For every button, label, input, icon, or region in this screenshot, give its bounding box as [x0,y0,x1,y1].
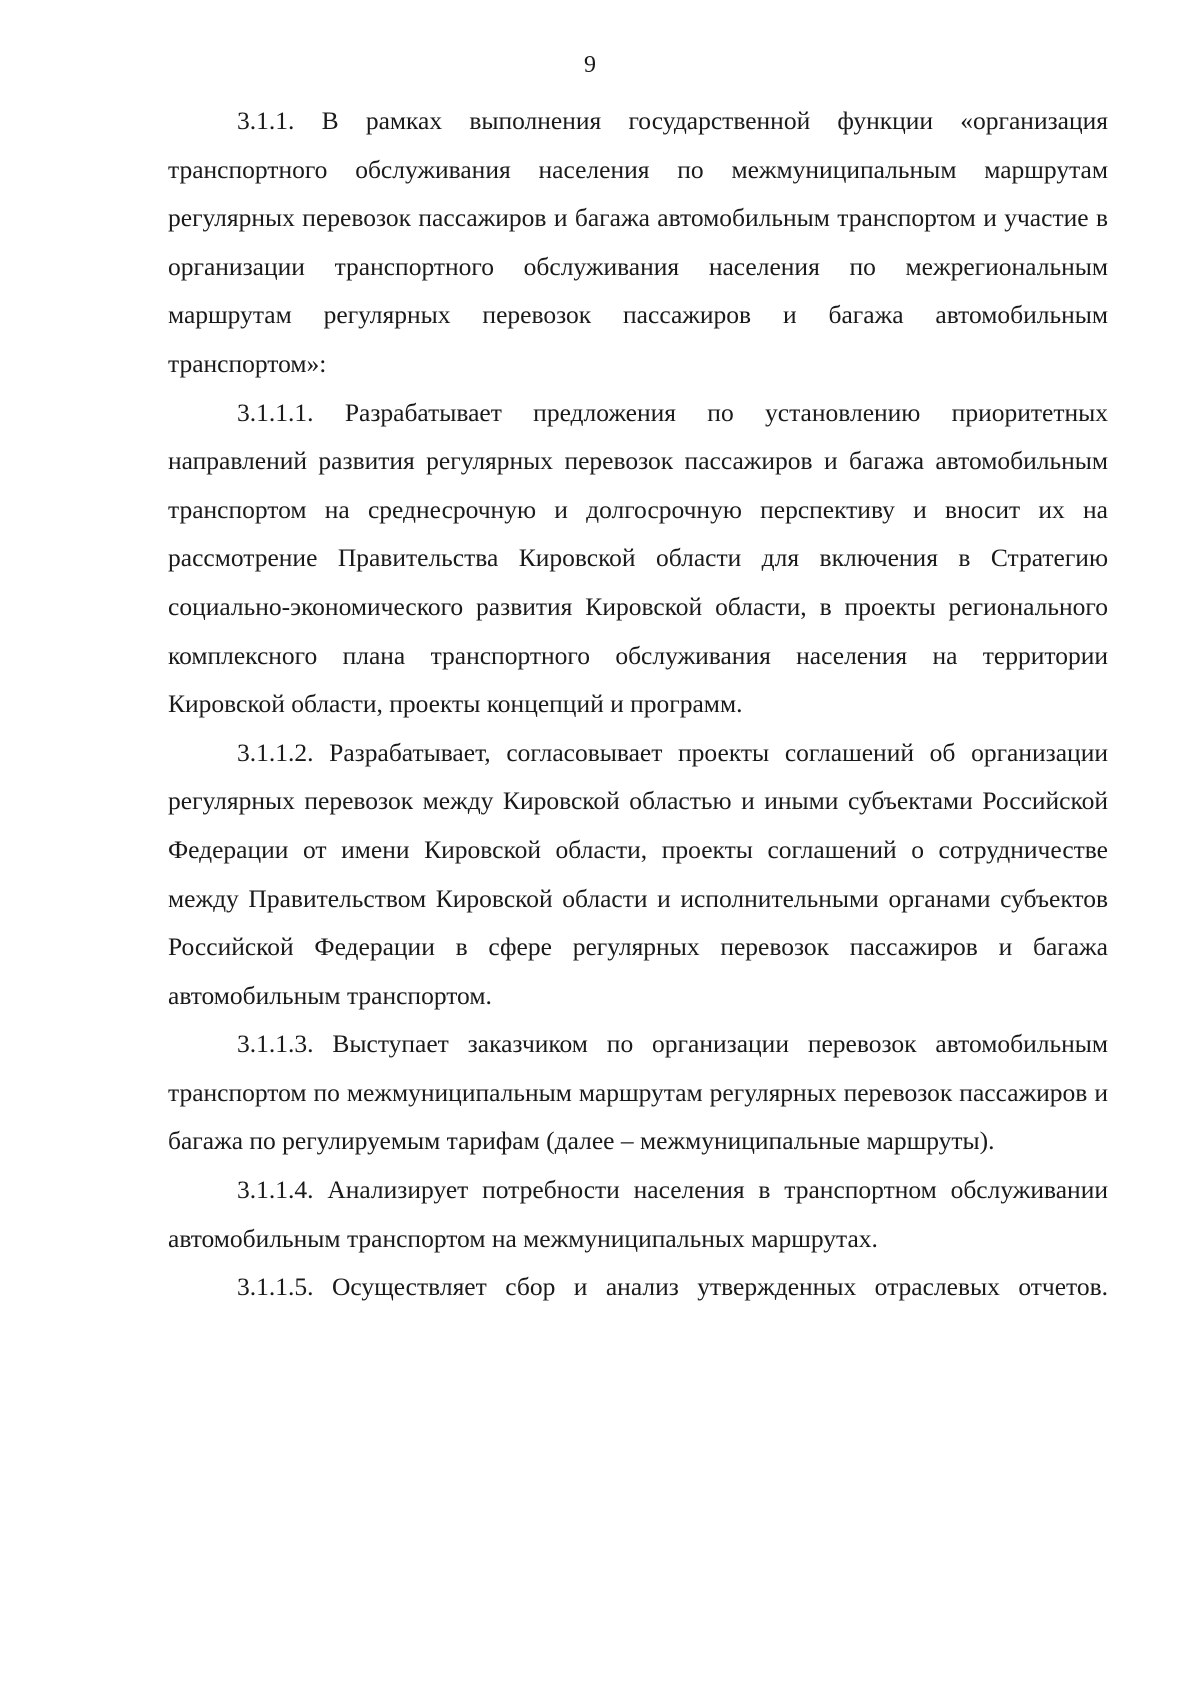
paragraph-3-1-1-4: 3.1.1.4. Анализирует потребности населения в транспортном обслуживании автомобильным транспортом на межмуниципальных маршрутах. [168,1175,1108,1253]
paragraph-3-1-1-1: 3.1.1.1. Разрабатывает предложения по установлению приоритетных направлений развития регулярных перевозок пассажиров и багажа автомобильным транспортом на среднесрочную и долгосрочную перспективу и вносит их на рассмотрение Правительства Кировской области для включения в Стратегию социально-экономического развития Кировской области, в проекты регионального комплексного плана транспортного обслуживания населения на территории Кировской области, проекты концепций и программ. [168,397,1108,719]
paragraph-3-1-1-3: 3.1.1.3. Выступает заказчиком по организации перевозок автомобильным транспортом по межмуниципальным маршрутам регулярных перевозок пассажиров и багажа по регулируемым тарифам (далее – межмуниципальные маршруты). [168,1029,1108,1156]
paragraph-3-1-1: 3.1.1. В рамках выполнения государственной функции «организация транспортного обслуживания населения по межмуниципальным маршрутам регулярных перевозок пассажиров и багажа автомобильным транспортом и участие в организации транспортного обслуживания населения по межрегиональным маршрутам регулярных перевозок пассажиров и багажа автомобильным транспортом»: [168,106,1108,378]
paragraph-3-1-1-2: 3.1.1.2. Разрабатывает, согласовывает проекты соглашений об организации регулярных перевозок между Кировской областью и иными субъектами Российской Федерации от имени Кировской области, проекты соглашений о сотрудничестве между Правительством Кировской области и исполнительными органами субъектов Российской Федерации в сфере регулярных перевозок пассажиров и багажа автомобильным транспортом. [168,737,1108,1010]
page-number: 9 [584,52,596,78]
paragraph-3-1-1-5: 3.1.1.5. Осуществляет сбор и анализ утвержденных отраслевых отчетов. [237,1272,1108,1302]
document-body [168,97,1108,1312]
